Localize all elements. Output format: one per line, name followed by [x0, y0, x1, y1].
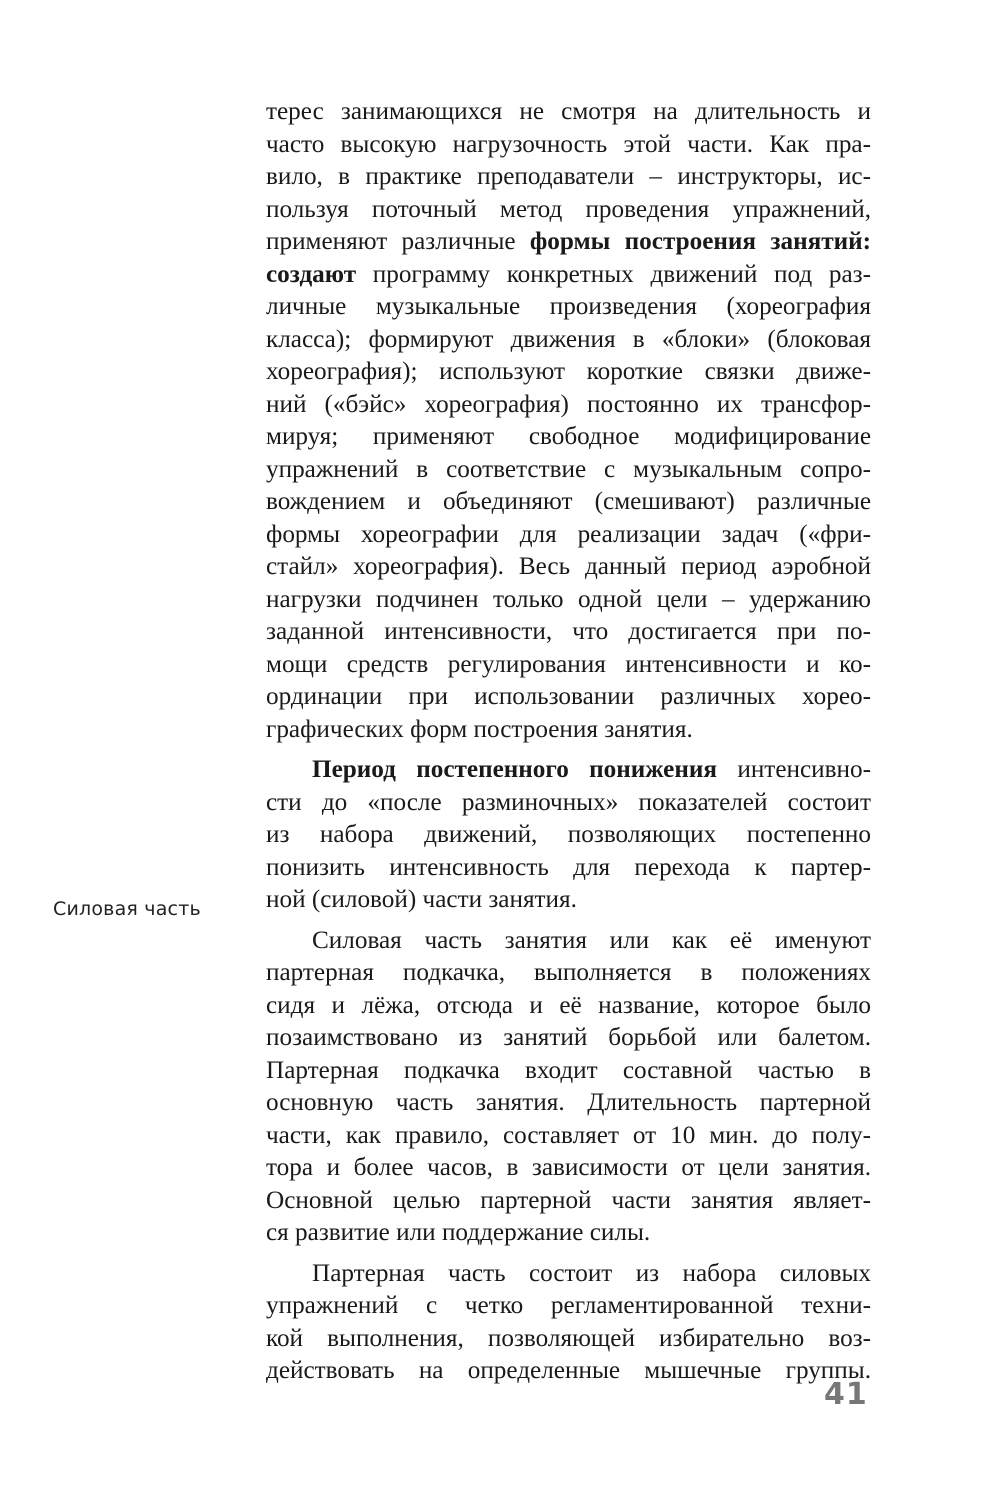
text-line — [266, 226, 871, 259]
bold-term: создают — [266, 260, 357, 288]
text-run: применяют различные — [266, 228, 530, 255]
text-line: Партерная часть состоит из набора силовых — [312, 1259, 871, 1287]
text-line: упражнений в соответствие с музыкальным сопро- — [266, 455, 871, 483]
text-line: хореография); используют короткие связки движе- — [266, 358, 871, 385]
bold-term: Период постепенного понижения — [312, 756, 718, 783]
text-line: понизить интенсивность для перехода к партер- — [266, 853, 871, 881]
text-line: ся развитие или поддержание силы. — [266, 1219, 651, 1246]
text-line: графических форм построения занятия. — [266, 715, 693, 743]
text-line: Партерная подкачка входит составной частью в — [266, 1056, 871, 1084]
text-line: ний («бэйс» хореография) постоянно их трансфор- — [266, 390, 871, 418]
text-line: стайл» хореография). Весь данный период аэробной — [266, 553, 871, 580]
text-line: формы хореографии для реализации задач («фри- — [266, 520, 871, 548]
text-line: терес занимающихся не смотря на длительность и — [266, 98, 871, 125]
text-line: ординации при использовании различных хорео- — [266, 683, 871, 710]
text-line: части, как правило, составляет от 10 мин. до полу- — [266, 1121, 871, 1149]
body-text — [266, 96, 871, 1388]
text-line: из набора движений, позволяющих постепенно — [266, 821, 871, 848]
text-line: вождением и объединяют (смешивают) различные — [266, 488, 871, 515]
text-line: мируя; применяют свободное модифицирование — [266, 423, 871, 450]
bold-term: формы построения занятий: — [529, 228, 871, 255]
text-line: основную часть занятия. Длительность партерной — [266, 1089, 871, 1116]
text-line: вило, в практике преподаватели – инструкторы, ис- — [266, 163, 871, 190]
margin-note: Силовая часть — [53, 898, 201, 920]
text-line — [266, 259, 871, 292]
text-line: действовать на определенные мышечные группы. — [266, 1357, 871, 1384]
text-line: заданной интенсивности, что достигается при по- — [266, 618, 871, 645]
text-line: кой выполнения, позволяющей избирательно воз- — [266, 1324, 871, 1352]
text-line: позаимствовано из занятий борьбой или балетом. — [266, 1024, 871, 1051]
text-line: пользуя поточный метод проведения упражнений, — [266, 195, 871, 223]
text-line: сидя и лёжа, отсюда и её название, которое было — [266, 991, 871, 1019]
text-line: Силовая часть занятия или как её именуют — [312, 926, 871, 954]
text-line: нагрузки подчинен только одной цели – удержанию — [266, 585, 871, 613]
text-line: мощи средств регулирования интенсивности и ко- — [266, 650, 871, 678]
text-line — [266, 754, 871, 787]
page-number: 41 — [824, 1377, 868, 1412]
text-run: интенсивно- — [717, 756, 871, 783]
text-line: ной (силовой) части занятия. — [266, 886, 577, 913]
text-line: сти до «после разминочных» показателей состоит — [266, 788, 871, 816]
text-line: часто высокую нагрузочность этой части. Как пра- — [266, 130, 871, 158]
text-run: программу конкретных движений под раз- — [356, 260, 871, 288]
text-line: тора и более часов, в зависимости от цели занятия. — [266, 1154, 871, 1181]
text-line: класса); формируют движения в «блоки» (блоковая — [266, 325, 871, 353]
text-line: Основной целью партерной части занятия являет- — [266, 1186, 871, 1214]
text-line: упражнений с четко регламентированной техни- — [266, 1292, 871, 1319]
text-line: личные музыкальные произведения (хореография — [266, 293, 871, 320]
text-line: партерная подкачка, выполняется в положениях — [266, 959, 871, 986]
